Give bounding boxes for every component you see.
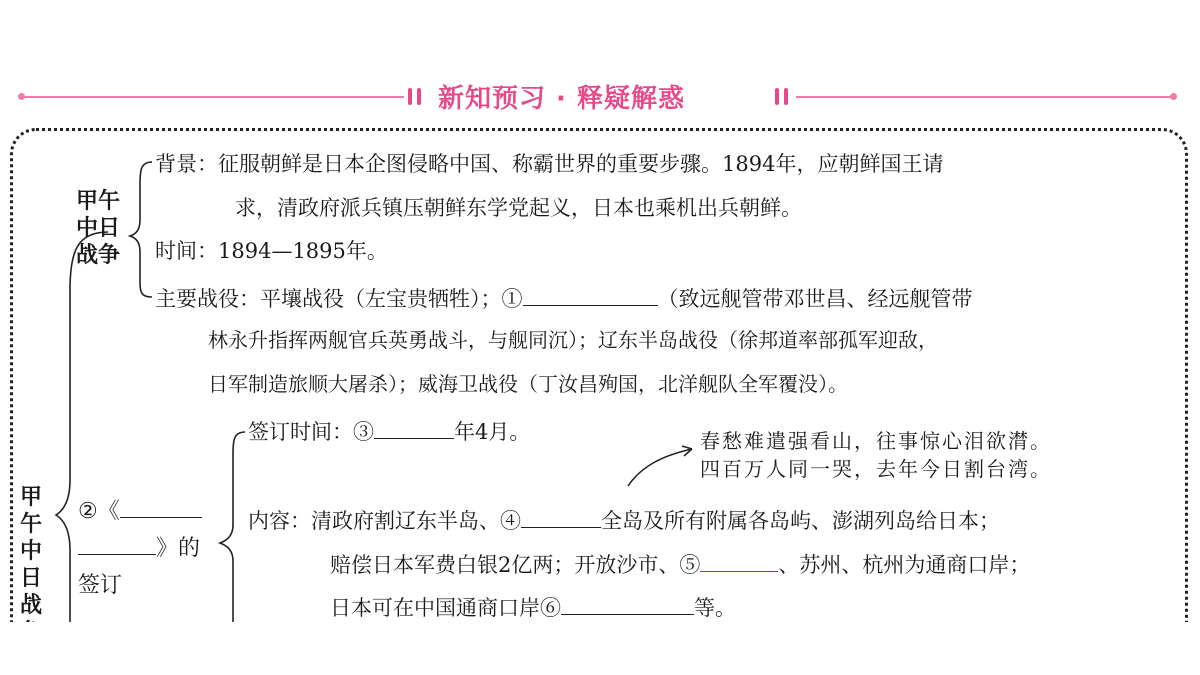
blank-1[interactable] (523, 283, 658, 306)
blank-6[interactable] (561, 592, 694, 615)
war-label-line: 中日 (76, 216, 121, 241)
poem-arrow (628, 449, 692, 486)
blank-4[interactable] (521, 505, 601, 528)
battles-line-1-suffix: （致远舰管带邓世昌、经远舰管带 (657, 287, 973, 311)
background-line-2: 求，清政府派兵镇压朝鲜东学党起义，日本也乘机出兵朝鲜。 (235, 196, 802, 220)
war-label-line: 甲午 (76, 189, 121, 214)
war-label (76, 188, 120, 269)
vertical-char: 甲 (20, 485, 43, 510)
battles-line-2: 林永升指挥两舰官兵英勇战斗，与舰同沉）；辽东半岛战役（徐邦道率部孤军迎敌， (208, 328, 938, 352)
blank-3[interactable] (374, 416, 454, 439)
battles-line-1 (155, 283, 973, 313)
treaty-label-line-3: 签订 (78, 573, 123, 598)
content-line-1: 内容：清政府割辽东半岛、④ 全岛及所有附属各岛屿、澎湖列岛给日本； (248, 505, 1000, 535)
treaty-label-line-1: ②《 (78, 493, 202, 530)
war-brace (130, 162, 152, 297)
vertical-char: 日 (20, 566, 43, 591)
bottom-mask (0, 622, 1200, 675)
battles-line-1-prefix: 主要战役：平壤战役（左宝贵牺牲）；① (155, 287, 523, 311)
war-label-line: 战争 (76, 243, 121, 268)
blank-5[interactable] (700, 549, 778, 572)
treaty-label (78, 493, 202, 604)
battles-line-3: 日军制造旅顺大屠杀）；威海卫战役（丁汝昌殉国，北洋舰队全军覆没）。 (208, 372, 848, 396)
section-title: 新知预习 · 释疑解惑 (438, 84, 685, 114)
signing-time-line: 签订时间：③ 年4月。 (248, 416, 530, 446)
content-line-3: 日本可在中国通商口岸⑥ 等。 (330, 592, 736, 622)
content-line-2: 赔偿日本军费白银2亿两；开放沙市、⑤ 、苏州、杭州为通商口岸； (330, 549, 1030, 579)
treaty-brace (220, 432, 245, 630)
blank-2b[interactable] (78, 532, 156, 555)
blank-2a[interactable] (120, 495, 202, 518)
background-line-1: 背景：征服朝鲜是日本企图侵略中国、称霸世界的重要步骤。1894年，应朝鲜国王请 (155, 152, 944, 176)
time-line: 时间：1894—1895年。 (155, 239, 388, 263)
vertical-char: 战 (20, 593, 43, 618)
poem-line-2: 四百万人同一哭，去年今日割台湾。 (700, 457, 1052, 481)
poem (700, 427, 1052, 483)
vertical-char: 午 (20, 512, 43, 537)
poem-line-1: 春愁难遣强看山，往事惊心泪欲潸。 (700, 429, 1052, 453)
treaty-label-line-2: 》的 (78, 530, 202, 567)
vertical-char: 中 (20, 539, 43, 564)
